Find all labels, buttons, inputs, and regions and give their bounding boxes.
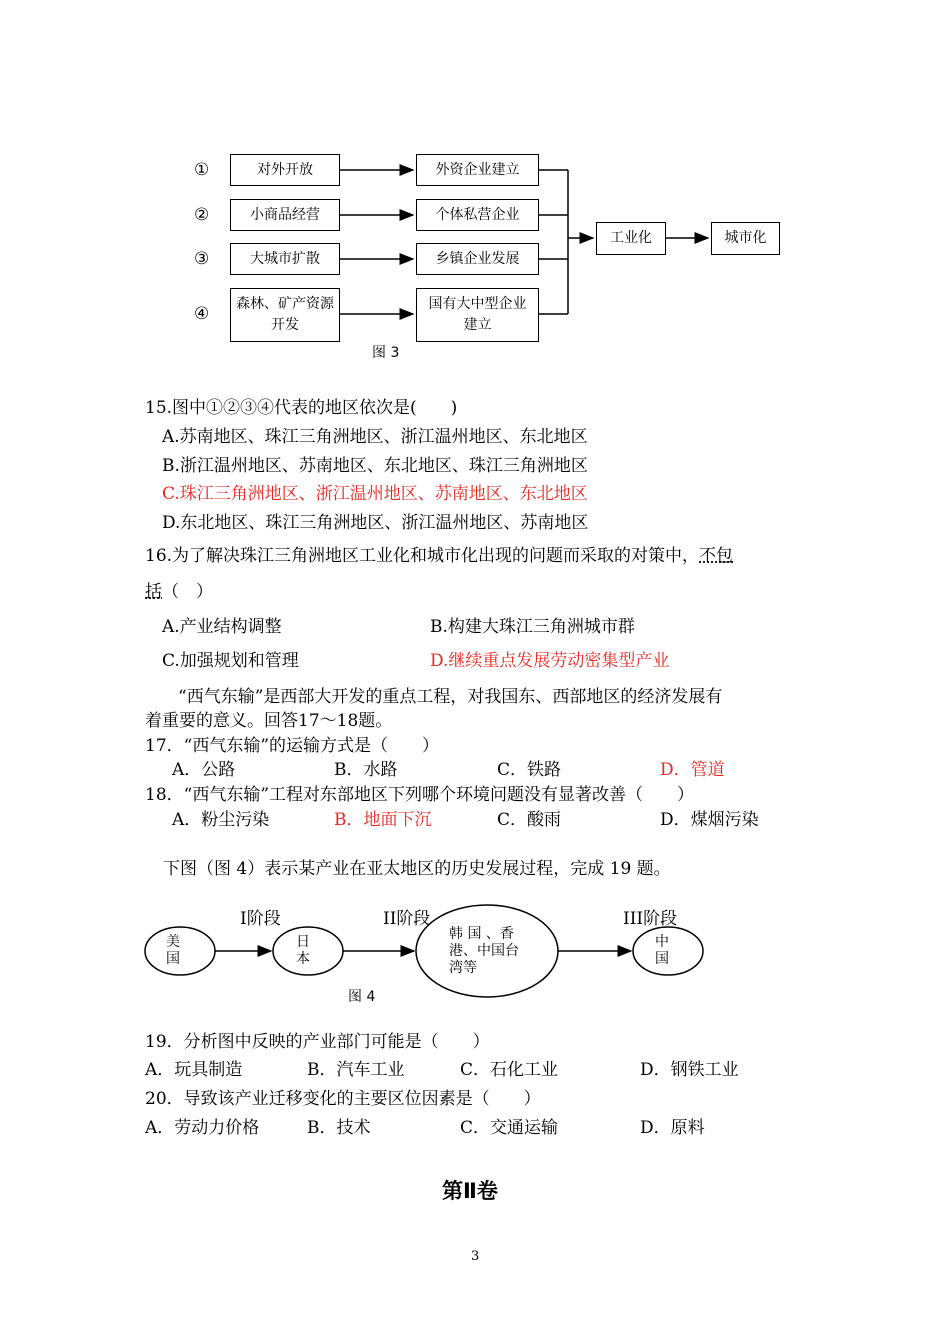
box-foreign-enterprise: 外资企业建立 — [416, 154, 539, 186]
q17-stem: 17．“西气东输”的运输方式是（ ） — [145, 736, 440, 756]
box-state-enterprise: 国有大中型企业建立 — [416, 288, 539, 342]
stage-2-label: II阶段 — [383, 909, 431, 929]
q20-option-b: B．技术 — [307, 1118, 371, 1138]
intro-17-18-line2: 着重要的意义。回答17～18题。 — [145, 711, 393, 731]
q17-option-c: C．铁路 — [497, 760, 562, 780]
node-china: 中 国 — [655, 934, 669, 967]
q17-option-d-answer: D．管道 — [660, 760, 725, 780]
q15-option-d: D.东北地区、珠江三角洲地区、浙江温州地区、苏南地区 — [162, 513, 589, 533]
box-opening-up: 对外开放 — [230, 154, 340, 186]
q20-option-d: D．原料 — [640, 1118, 705, 1138]
figure-3-caption: 图 3 — [372, 345, 400, 361]
marker-1: ① — [194, 160, 210, 180]
q19-stem: 19．分析图中反映的产业部门可能是（ ） — [145, 1032, 490, 1052]
box-big-city-spread: 大城市扩散 — [230, 243, 340, 275]
section-heading: 第Ⅱ卷 — [442, 1179, 498, 1203]
q20-option-a: A．劳动力价格 — [145, 1118, 260, 1138]
stage-3-label: III阶段 — [623, 909, 678, 929]
q16-option-a: A.产业结构调整 — [162, 617, 282, 637]
q16-stem-paren: （ ） — [162, 582, 213, 602]
marker-3: ③ — [194, 249, 210, 269]
q16-stem-keyword-part2: 括 — [145, 582, 162, 602]
q18-option-d: D．煤烟污染 — [660, 810, 759, 830]
marker-2: ② — [194, 205, 210, 225]
q16-option-d-answer: D.继续重点发展劳动密集型产业 — [430, 651, 670, 671]
q19-option-d: D．钢铁工业 — [640, 1060, 739, 1080]
q16-stem-text: 16.为了解决珠江三角洲地区工业化和城市化出现的问题而采取的对策中， — [145, 546, 700, 566]
box-township-enterprise: 乡镇企业发展 — [416, 243, 539, 275]
q19-option-c: C．石化工业 — [460, 1060, 559, 1080]
stage-1-label: I阶段 — [240, 909, 281, 929]
q17-option-a: A．公路 — [172, 760, 236, 780]
marker-4: ④ — [194, 304, 210, 324]
q15-option-a: A.苏南地区、珠江三角洲地区、浙江温州地区、东北地区 — [162, 427, 588, 447]
q15-stem: 15.图中①②③④代表的地区依次是( ) — [145, 398, 458, 418]
page-number: 3 — [471, 1249, 480, 1264]
q20-stem: 20．导致该产业迁移变化的主要区位因素是（ ） — [145, 1089, 541, 1109]
intro-19: 下图（图 4）表示某产业在亚太地区的历史发展过程，完成 19 题。 — [163, 859, 671, 879]
node-japan: 日 本 — [296, 934, 310, 967]
box-small-commodity: 小商品经营 — [230, 199, 340, 231]
q15-option-c-answer: C.珠江三角洲地区、浙江温州地区、苏南地区、东北地区 — [162, 484, 588, 504]
box-urbanization: 城市化 — [711, 222, 780, 255]
q16-option-b: B.构建大珠江三角洲城市群 — [430, 617, 635, 637]
q16-option-c: C.加强规划和管理 — [162, 651, 299, 671]
q18-option-b-answer: B．地面下沉 — [334, 810, 432, 830]
q20-option-c: C．交通运输 — [460, 1118, 559, 1138]
q18-stem: 18．“西气东输”工程对东部地区下列哪个环境问题没有显著改善（ ） — [145, 785, 695, 805]
q16-stem-keyword-part1: 不包 — [699, 546, 734, 566]
q19-option-b: B．汽车工业 — [307, 1060, 405, 1080]
q16-stem-line2 — [145, 581, 213, 603]
q15-option-b: B.浙江温州地区、苏南地区、东北地区、珠江三角洲地区 — [162, 456, 588, 476]
q19-option-a: A．玩具制造 — [145, 1060, 243, 1080]
q18-option-a: A．粉尘污染 — [172, 810, 270, 830]
node-nie: 韩 国 、香 港、中国台 湾等 — [449, 926, 519, 976]
figure-4-caption: 图 4 — [348, 989, 376, 1005]
box-industrialization: 工业化 — [596, 222, 666, 255]
q17-option-b: B．水路 — [334, 760, 398, 780]
intro-17-18-line1: “西气东输”是西部大开发的重点工程，对我国东、西部地区的经济发展有 — [178, 687, 723, 707]
box-private-enterprise: 个体私营企业 — [416, 199, 539, 231]
node-usa: 美 国 — [166, 934, 180, 967]
q18-option-c: C．酸雨 — [497, 810, 562, 830]
q16-stem-line1 — [145, 545, 733, 567]
box-resource-development: 森林、矿产资源开发 — [230, 288, 340, 342]
